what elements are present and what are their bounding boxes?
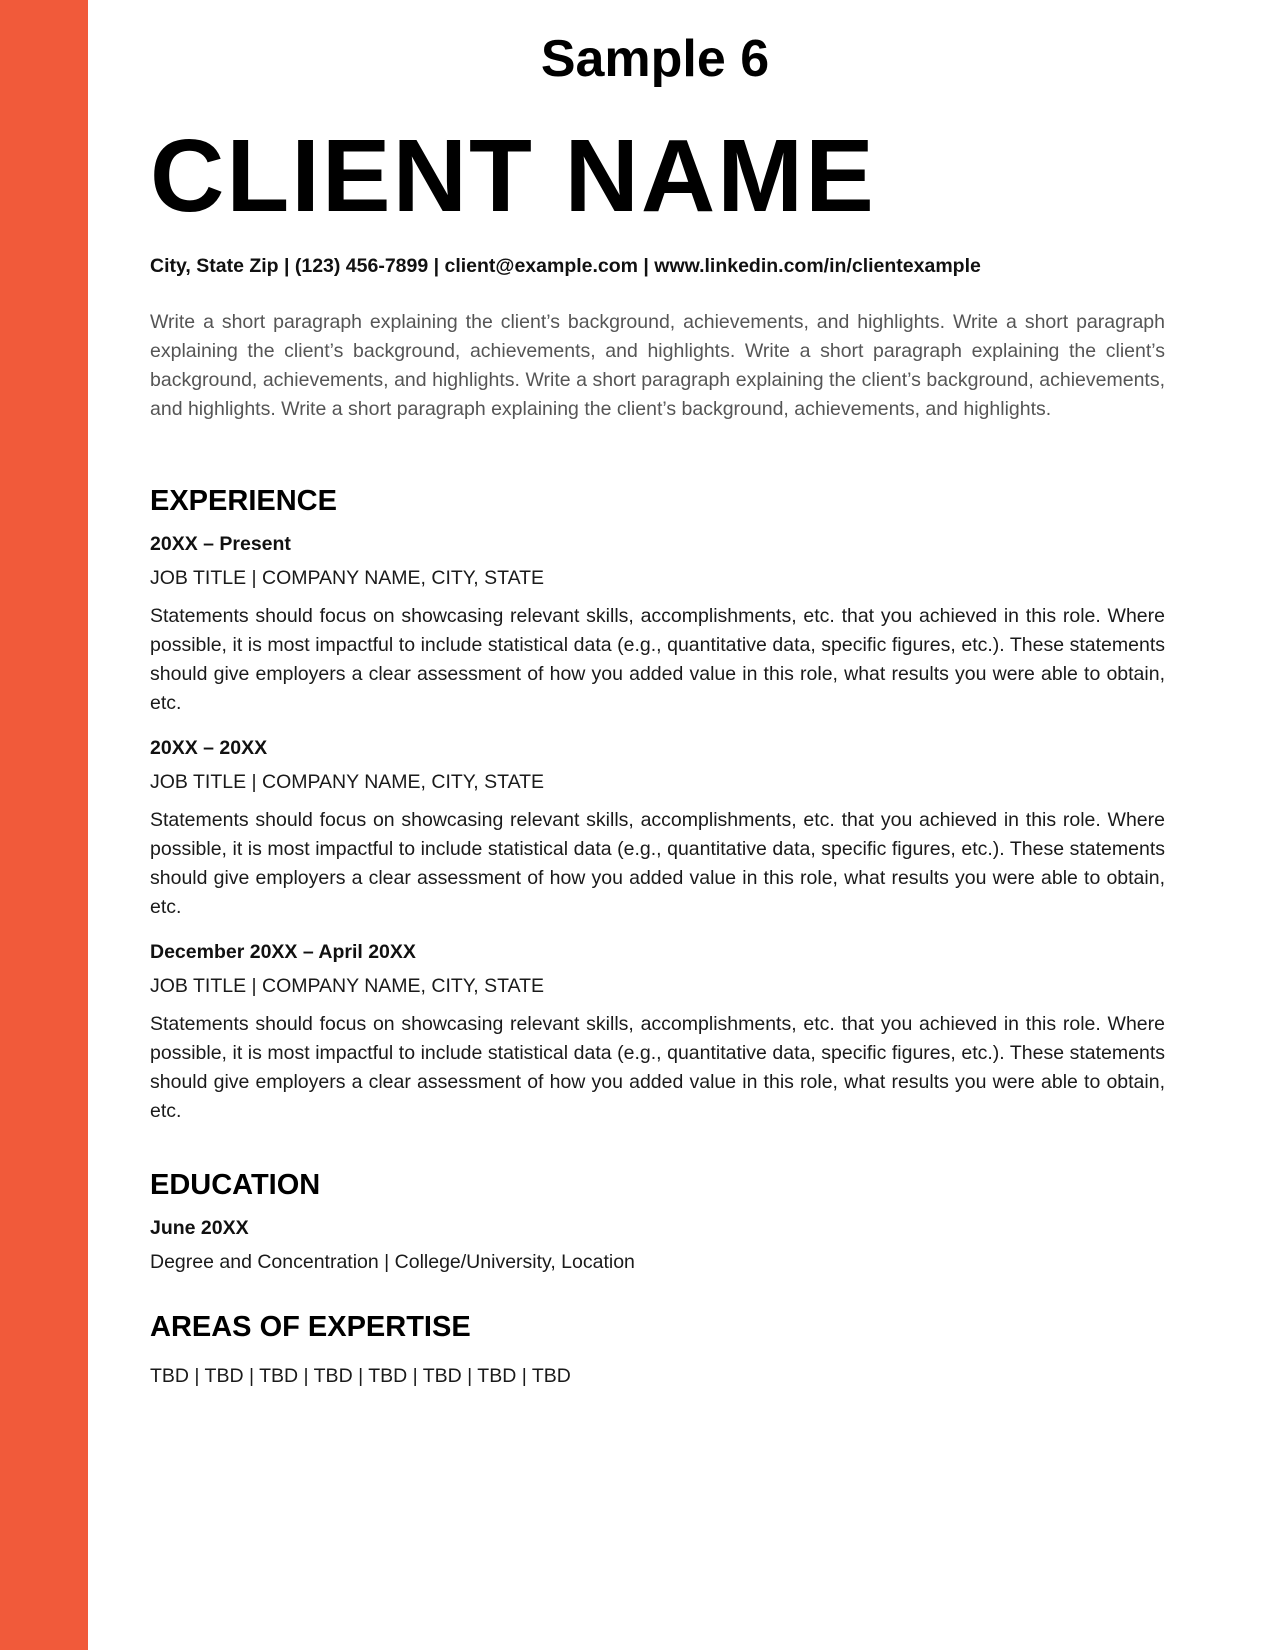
job-dates: 20XX – Present (150, 533, 291, 555)
areas-of-expertise-list: TBD | TBD | TBD | TBD | TBD | TBD | TBD | TBD (150, 1365, 571, 1387)
job-title: JOB TITLE | COMPANY NAME, CITY, STATE (150, 771, 545, 793)
education-detail: Degree and Concentration | College/University, Location (150, 1251, 635, 1273)
education-heading: EDUCATION (150, 1169, 321, 1201)
accent-side-bar (0, 0, 88, 1650)
job-entry (150, 532, 1165, 718)
summary-paragraph: Write a short paragraph explaining the client’s background, achievements, and highlights. Write a short paragraph explaining the client’s background, achievements, and highlights. Write a short paragraph explaining the client’s background, achievements, and highlights. Write a short paragraph explaining the client’s background, achievements, and highlights. Write a short paragraph explaining the client’s background, achievements, and highlights. (150, 311, 1165, 420)
page-label: Sample 6 (540, 30, 770, 88)
client-name: CLIENT NAME (150, 118, 876, 233)
areas-of-expertise-heading: AREAS OF EXPERTISE (150, 1311, 471, 1343)
resume-body (150, 118, 1165, 1388)
job-title: JOB TITLE | COMPANY NAME, CITY, STATE (150, 567, 545, 589)
job-description: Statements should focus on showcasing relevant skills, accomplishments, etc. that you achieved in this role. Where possible, it is most impactful to include statistical data (e.g., quantitative data, specific figures, etc.). These statements should give employers a clear assessment of how you added value in this role, what results you were able to obtain, etc. (150, 809, 1165, 918)
job-entry (150, 940, 1165, 1126)
job-dates: December 20XX – April 20XX (150, 941, 416, 963)
job-title: JOB TITLE | COMPANY NAME, CITY, STATE (150, 975, 545, 997)
job-dates: 20XX – 20XX (150, 737, 268, 759)
job-description: Statements should focus on showcasing relevant skills, accomplishments, etc. that you achieved in this role. Where possible, it is most impactful to include statistical data (e.g., quantitative data, specific figures, etc.). These statements should give employers a clear assessment of how you added value in this role, what results you were able to obtain, etc. (150, 1013, 1165, 1122)
contact-line: City, State Zip | (123) 456-7899 | client@example.com | www.linkedin.com/in/clientexample (150, 255, 981, 277)
job-description: Statements should focus on showcasing relevant skills, accomplishments, etc. that you achieved in this role. Where possible, it is most impactful to include statistical data (e.g., quantitative data, specific figures, etc.). These statements should give employers a clear assessment of how you added value in this role, what results you were able to obtain, etc. (150, 605, 1165, 714)
education-date: June 20XX (150, 1217, 249, 1239)
job-entry (150, 736, 1165, 922)
experience-heading: EXPERIENCE (150, 485, 337, 517)
